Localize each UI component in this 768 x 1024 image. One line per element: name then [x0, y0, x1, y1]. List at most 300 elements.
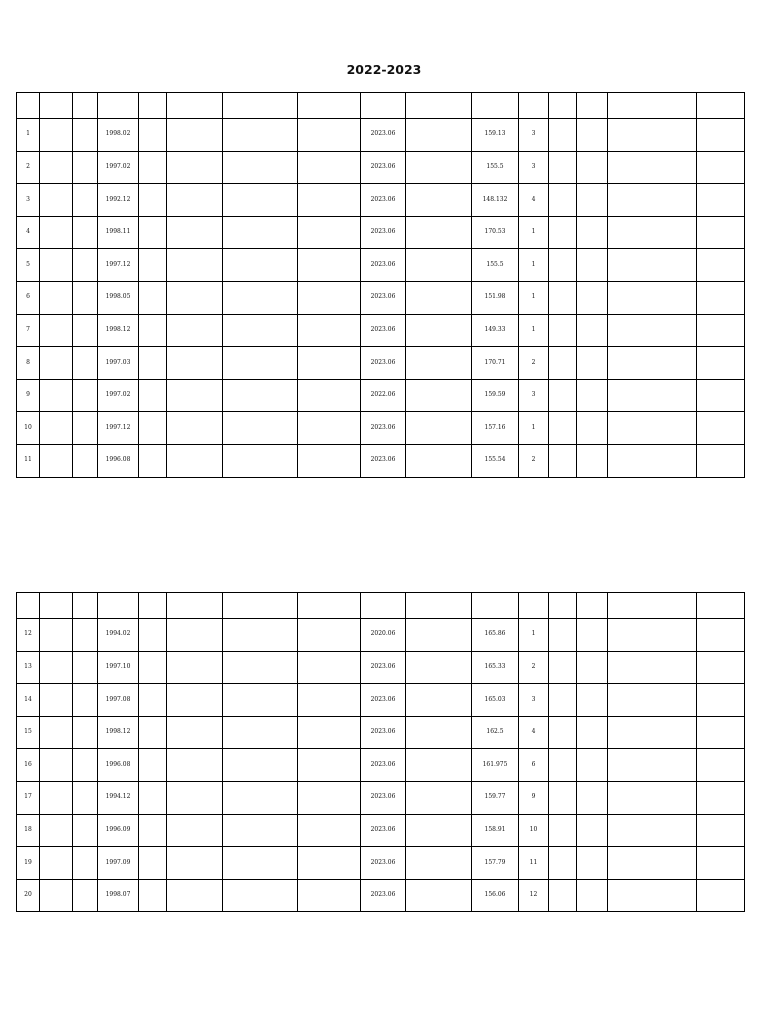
- graduation-date-cell: 2023.06: [361, 119, 406, 152]
- political-status-cell: [167, 444, 223, 477]
- school-cell: [223, 749, 298, 782]
- political-status-cell: [167, 379, 223, 412]
- row-number: 16: [17, 749, 40, 782]
- degree-cell: [406, 684, 472, 717]
- graduation-date-cell: 2023.06: [361, 716, 406, 749]
- col-header: [406, 93, 472, 119]
- rank-cell: 1: [519, 216, 549, 249]
- name-cell: [40, 281, 73, 314]
- status-cell: [577, 879, 608, 912]
- ethnicity-cell: [139, 651, 167, 684]
- political-status-cell: [167, 879, 223, 912]
- graduation-date-cell: 2022.06: [361, 379, 406, 412]
- status-cell: [577, 847, 608, 880]
- col-header: [608, 593, 697, 619]
- gender-cell: [73, 281, 98, 314]
- graduation-date-cell: 2020.06: [361, 619, 406, 652]
- remark-cell: [608, 684, 697, 717]
- row-number: 20: [17, 879, 40, 912]
- row-number: 10: [17, 412, 40, 445]
- row-number: 1: [17, 119, 40, 152]
- graduation-date-cell: 2023.06: [361, 684, 406, 717]
- status-cell: [549, 379, 577, 412]
- graduation-date-cell: 2023.06: [361, 781, 406, 814]
- ethnicity-cell: [139, 184, 167, 217]
- note-cell: [697, 249, 745, 282]
- row-number: 4: [17, 216, 40, 249]
- ethnicity-cell: [139, 281, 167, 314]
- row-number: 5: [17, 249, 40, 282]
- rank-cell: 4: [519, 184, 549, 217]
- remark-cell: [608, 651, 697, 684]
- col-header: [298, 93, 361, 119]
- graduation-date-cell: 2023.06: [361, 814, 406, 847]
- rank-cell: 6: [519, 749, 549, 782]
- major-cell: [298, 379, 361, 412]
- degree-cell: [406, 184, 472, 217]
- status-cell: [577, 249, 608, 282]
- political-status-cell: [167, 281, 223, 314]
- note-cell: [697, 847, 745, 880]
- degree-cell: [406, 281, 472, 314]
- school-cell: [223, 412, 298, 445]
- status-cell: [577, 749, 608, 782]
- rank-cell: 2: [519, 444, 549, 477]
- gender-cell: [73, 684, 98, 717]
- row-number: 18: [17, 814, 40, 847]
- col-header: [549, 593, 577, 619]
- rank-cell: 12: [519, 879, 549, 912]
- status-cell: [549, 347, 577, 380]
- status-cell: [549, 444, 577, 477]
- birth-date-cell: 1997.02: [98, 151, 139, 184]
- score-cell: 155.5: [472, 249, 519, 282]
- status-cell: [549, 847, 577, 880]
- degree-cell: [406, 879, 472, 912]
- note-cell: [697, 216, 745, 249]
- gender-cell: [73, 781, 98, 814]
- document-title: 2022-2023: [346, 62, 422, 77]
- col-header: [697, 93, 745, 119]
- table-row: [17, 814, 745, 847]
- school-cell: [223, 444, 298, 477]
- graduation-date-cell: 2023.06: [361, 281, 406, 314]
- birth-date-cell: 1994.02: [98, 619, 139, 652]
- table-row: [17, 347, 745, 380]
- table-row: [17, 281, 745, 314]
- school-cell: [223, 314, 298, 347]
- political-status-cell: [167, 184, 223, 217]
- remark-cell: [608, 184, 697, 217]
- remark-cell: [608, 716, 697, 749]
- remark-cell: [608, 814, 697, 847]
- graduation-date-cell: 2023.06: [361, 216, 406, 249]
- political-status-cell: [167, 749, 223, 782]
- row-number: 6: [17, 281, 40, 314]
- school-cell: [223, 151, 298, 184]
- name-cell: [40, 444, 73, 477]
- ethnicity-cell: [139, 379, 167, 412]
- table-header-row: [17, 593, 745, 619]
- row-number: 17: [17, 781, 40, 814]
- degree-cell: [406, 749, 472, 782]
- status-cell: [549, 716, 577, 749]
- degree-cell: [406, 216, 472, 249]
- rank-cell: 4: [519, 716, 549, 749]
- score-cell: 170.53: [472, 216, 519, 249]
- birth-date-cell: 1994.12: [98, 781, 139, 814]
- row-number: 15: [17, 716, 40, 749]
- col-header: [519, 593, 549, 619]
- remark-cell: [608, 119, 697, 152]
- political-status-cell: [167, 249, 223, 282]
- score-cell: 148.132: [472, 184, 519, 217]
- status-cell: [549, 119, 577, 152]
- gender-cell: [73, 347, 98, 380]
- ethnicity-cell: [139, 716, 167, 749]
- ethnicity-cell: [139, 119, 167, 152]
- school-cell: [223, 847, 298, 880]
- degree-cell: [406, 151, 472, 184]
- ethnicity-cell: [139, 847, 167, 880]
- col-header: [17, 593, 40, 619]
- name-cell: [40, 781, 73, 814]
- score-cell: 158.91: [472, 814, 519, 847]
- status-cell: [577, 444, 608, 477]
- gender-cell: [73, 879, 98, 912]
- table-row: [17, 151, 745, 184]
- name-cell: [40, 151, 73, 184]
- col-header: [139, 593, 167, 619]
- degree-cell: [406, 781, 472, 814]
- score-cell: 155.5: [472, 151, 519, 184]
- major-cell: [298, 281, 361, 314]
- score-cell: 155.54: [472, 444, 519, 477]
- school-cell: [223, 281, 298, 314]
- score-cell: 157.79: [472, 847, 519, 880]
- table-row: [17, 749, 745, 782]
- name-cell: [40, 749, 73, 782]
- row-number: 8: [17, 347, 40, 380]
- degree-cell: [406, 444, 472, 477]
- rank-cell: 1: [519, 412, 549, 445]
- col-header: [98, 593, 139, 619]
- gender-cell: [73, 216, 98, 249]
- name-cell: [40, 651, 73, 684]
- birth-date-cell: 1998.02: [98, 119, 139, 152]
- table-row: [17, 249, 745, 282]
- table-row: [17, 314, 745, 347]
- table-row: [17, 651, 745, 684]
- political-status-cell: [167, 847, 223, 880]
- note-cell: [697, 379, 745, 412]
- rank-cell: 1: [519, 619, 549, 652]
- status-cell: [549, 781, 577, 814]
- degree-cell: [406, 249, 472, 282]
- degree-cell: [406, 379, 472, 412]
- status-cell: [577, 216, 608, 249]
- score-cell: 162.5: [472, 716, 519, 749]
- school-cell: [223, 716, 298, 749]
- political-status-cell: [167, 119, 223, 152]
- table-row: [17, 716, 745, 749]
- birth-date-cell: 1996.08: [98, 444, 139, 477]
- graduation-date-cell: 2023.06: [361, 314, 406, 347]
- political-status-cell: [167, 781, 223, 814]
- col-header: [608, 93, 697, 119]
- status-cell: [549, 684, 577, 717]
- note-cell: [697, 184, 745, 217]
- col-header: [223, 93, 298, 119]
- major-cell: [298, 249, 361, 282]
- status-cell: [549, 151, 577, 184]
- candidate-table: [16, 592, 745, 912]
- score-cell: 170.71: [472, 347, 519, 380]
- ethnicity-cell: [139, 314, 167, 347]
- status-cell: [577, 814, 608, 847]
- birth-date-cell: 1997.08: [98, 684, 139, 717]
- rank-cell: 2: [519, 347, 549, 380]
- table-row: [17, 184, 745, 217]
- gender-cell: [73, 749, 98, 782]
- col-header: [73, 93, 98, 119]
- ethnicity-cell: [139, 749, 167, 782]
- major-cell: [298, 716, 361, 749]
- name-cell: [40, 184, 73, 217]
- political-status-cell: [167, 619, 223, 652]
- name-cell: [40, 847, 73, 880]
- school-cell: [223, 814, 298, 847]
- rank-cell: 1: [519, 281, 549, 314]
- note-cell: [697, 684, 745, 717]
- name-cell: [40, 716, 73, 749]
- gender-cell: [73, 184, 98, 217]
- gender-cell: [73, 412, 98, 445]
- major-cell: [298, 412, 361, 445]
- name-cell: [40, 347, 73, 380]
- school-cell: [223, 249, 298, 282]
- rank-cell: 9: [519, 781, 549, 814]
- political-status-cell: [167, 151, 223, 184]
- name-cell: [40, 684, 73, 717]
- gender-cell: [73, 814, 98, 847]
- name-cell: [40, 412, 73, 445]
- birth-date-cell: 1997.12: [98, 412, 139, 445]
- political-status-cell: [167, 314, 223, 347]
- row-number: 3: [17, 184, 40, 217]
- status-cell: [577, 347, 608, 380]
- col-header: [98, 93, 139, 119]
- birth-date-cell: 1998.05: [98, 281, 139, 314]
- ethnicity-cell: [139, 781, 167, 814]
- status-cell: [549, 749, 577, 782]
- col-header: [298, 593, 361, 619]
- gender-cell: [73, 619, 98, 652]
- birth-date-cell: 1997.12: [98, 249, 139, 282]
- remark-cell: [608, 347, 697, 380]
- status-cell: [549, 281, 577, 314]
- col-header: [697, 593, 745, 619]
- note-cell: [697, 151, 745, 184]
- status-cell: [549, 412, 577, 445]
- school-cell: [223, 216, 298, 249]
- school-cell: [223, 184, 298, 217]
- status-cell: [549, 619, 577, 652]
- graduation-date-cell: 2023.06: [361, 347, 406, 380]
- note-cell: [697, 281, 745, 314]
- political-status-cell: [167, 716, 223, 749]
- col-header: [577, 93, 608, 119]
- col-header: [577, 593, 608, 619]
- remark-cell: [608, 412, 697, 445]
- col-header: [73, 593, 98, 619]
- row-number: 19: [17, 847, 40, 880]
- gender-cell: [73, 379, 98, 412]
- col-header: [40, 593, 73, 619]
- rank-cell: 1: [519, 249, 549, 282]
- status-cell: [549, 216, 577, 249]
- political-status-cell: [167, 347, 223, 380]
- name-cell: [40, 119, 73, 152]
- rank-cell: 3: [519, 151, 549, 184]
- row-number: 2: [17, 151, 40, 184]
- status-cell: [577, 651, 608, 684]
- major-cell: [298, 619, 361, 652]
- status-cell: [577, 151, 608, 184]
- col-header: [40, 93, 73, 119]
- gender-cell: [73, 249, 98, 282]
- rank-cell: 3: [519, 119, 549, 152]
- col-header: [472, 93, 519, 119]
- school-cell: [223, 619, 298, 652]
- gender-cell: [73, 847, 98, 880]
- col-header: [223, 593, 298, 619]
- school-cell: [223, 379, 298, 412]
- note-cell: [697, 749, 745, 782]
- remark-cell: [608, 879, 697, 912]
- col-header: [406, 593, 472, 619]
- col-header: [17, 93, 40, 119]
- remark-cell: [608, 847, 697, 880]
- table-row: [17, 379, 745, 412]
- table-row: [17, 119, 745, 152]
- score-cell: 161.975: [472, 749, 519, 782]
- school-cell: [223, 119, 298, 152]
- note-cell: [697, 619, 745, 652]
- political-status-cell: [167, 412, 223, 445]
- remark-cell: [608, 151, 697, 184]
- note-cell: [697, 651, 745, 684]
- major-cell: [298, 119, 361, 152]
- note-cell: [697, 347, 745, 380]
- birth-date-cell: 1998.07: [98, 879, 139, 912]
- name-cell: [40, 879, 73, 912]
- gender-cell: [73, 314, 98, 347]
- school-cell: [223, 781, 298, 814]
- score-cell: 156.06: [472, 879, 519, 912]
- ethnicity-cell: [139, 412, 167, 445]
- status-cell: [549, 249, 577, 282]
- table-row: [17, 412, 745, 445]
- status-cell: [577, 716, 608, 749]
- table-row: [17, 684, 745, 717]
- status-cell: [577, 412, 608, 445]
- remark-cell: [608, 619, 697, 652]
- birth-date-cell: 1997.02: [98, 379, 139, 412]
- name-cell: [40, 619, 73, 652]
- birth-date-cell: 1997.10: [98, 651, 139, 684]
- major-cell: [298, 879, 361, 912]
- col-header: [361, 93, 406, 119]
- score-cell: 159.13: [472, 119, 519, 152]
- row-number: 11: [17, 444, 40, 477]
- ethnicity-cell: [139, 684, 167, 717]
- major-cell: [298, 347, 361, 380]
- graduation-date-cell: 2023.06: [361, 444, 406, 477]
- gender-cell: [73, 716, 98, 749]
- degree-cell: [406, 814, 472, 847]
- remark-cell: [608, 444, 697, 477]
- degree-cell: [406, 716, 472, 749]
- birth-date-cell: 1996.09: [98, 814, 139, 847]
- col-header: [519, 93, 549, 119]
- row-number: 7: [17, 314, 40, 347]
- ethnicity-cell: [139, 814, 167, 847]
- graduation-date-cell: 2023.06: [361, 151, 406, 184]
- political-status-cell: [167, 684, 223, 717]
- row-number: 13: [17, 651, 40, 684]
- remark-cell: [608, 216, 697, 249]
- table-row: [17, 216, 745, 249]
- degree-cell: [406, 119, 472, 152]
- rank-cell: 3: [519, 379, 549, 412]
- status-cell: [577, 379, 608, 412]
- status-cell: [549, 314, 577, 347]
- remark-cell: [608, 781, 697, 814]
- name-cell: [40, 379, 73, 412]
- birth-date-cell: 1996.08: [98, 749, 139, 782]
- school-cell: [223, 684, 298, 717]
- rank-cell: 10: [519, 814, 549, 847]
- note-cell: [697, 412, 745, 445]
- status-cell: [549, 651, 577, 684]
- gender-cell: [73, 444, 98, 477]
- school-cell: [223, 651, 298, 684]
- status-cell: [549, 184, 577, 217]
- table-row: [17, 781, 745, 814]
- political-status-cell: [167, 814, 223, 847]
- rank-cell: 11: [519, 847, 549, 880]
- graduation-date-cell: 2023.06: [361, 749, 406, 782]
- school-cell: [223, 347, 298, 380]
- score-cell: 165.33: [472, 651, 519, 684]
- status-cell: [577, 314, 608, 347]
- row-number: 14: [17, 684, 40, 717]
- score-cell: 159.77: [472, 781, 519, 814]
- ethnicity-cell: [139, 444, 167, 477]
- status-cell: [549, 814, 577, 847]
- degree-cell: [406, 619, 472, 652]
- ethnicity-cell: [139, 151, 167, 184]
- status-cell: [577, 281, 608, 314]
- status-cell: [577, 684, 608, 717]
- birth-date-cell: 1998.12: [98, 314, 139, 347]
- major-cell: [298, 847, 361, 880]
- score-cell: 159.59: [472, 379, 519, 412]
- major-cell: [298, 216, 361, 249]
- graduation-date-cell: 2023.06: [361, 184, 406, 217]
- remark-cell: [608, 249, 697, 282]
